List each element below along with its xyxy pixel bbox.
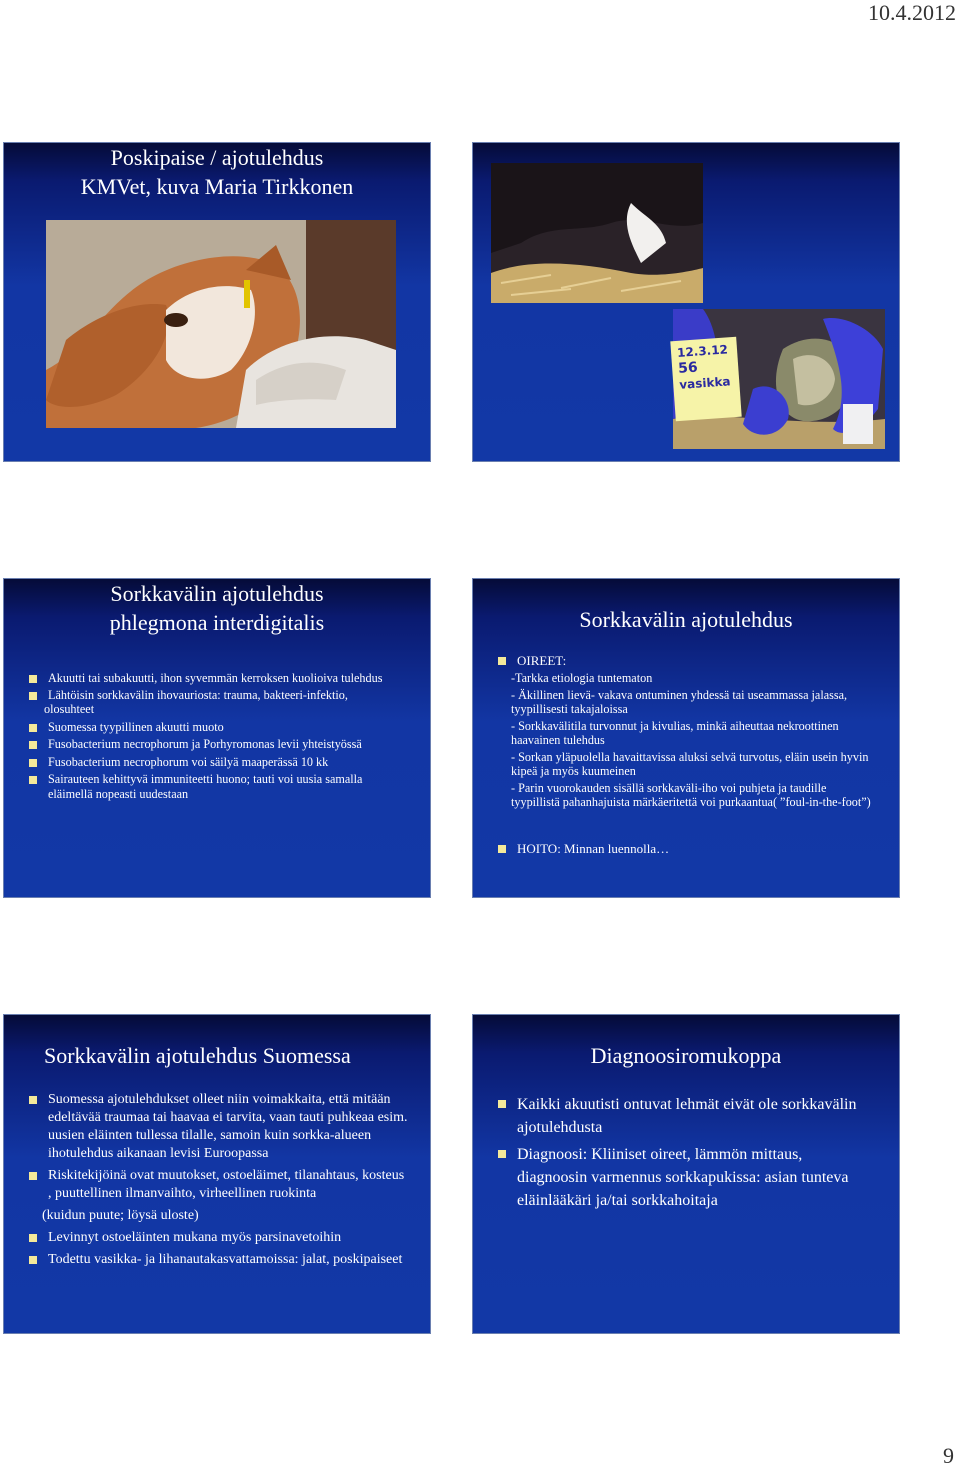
- list-item: Fusobacterium necrophorum ja Porhyromonas levii yhteistyössä: [26, 737, 396, 752]
- symptom-line: - Äkillinen lievä- vakava ontuminen yhdessä tai useammassa jalassa, tyypillisesti takajaloissa: [511, 688, 848, 716]
- hoito-list: [495, 841, 885, 856]
- page-date: 10.4.2012: [868, 0, 956, 25]
- list-item: Sairauteen kehittyvä immuniteetti huono; tauti voi uusia samalla eläimellä nopeasti uudestaan: [26, 772, 396, 801]
- calf-cheek-abscess-photo: [46, 220, 396, 428]
- list-item: Kaikki akuutisti ontuvat lehmät eivät ole sorkkavälin ajotulehdusta: [495, 1093, 865, 1139]
- slide-title: Diagnoosiromukoppa: [590, 1043, 782, 1068]
- list-item-continuation: olosuhteet: [44, 702, 95, 716]
- label-date: 12.3.12: [676, 342, 729, 360]
- slide-title: [4, 143, 430, 201]
- list-item: Levinnyt ostoeläinten mukana myös parsinavetoihin: [26, 1229, 410, 1247]
- page-number: 9: [943, 1443, 954, 1468]
- oireet-list: [495, 653, 885, 668]
- title-line-1: Sorkkavälin ajotulehdus: [110, 581, 324, 606]
- symptom-line: - Sorkan yläpuolella havaittavissa aluksi selvä turvotus, eläin usein hyvin kipeä ja myös kuumeinen: [511, 750, 869, 778]
- bullet-list: [495, 1093, 865, 1212]
- list-item: Todettu vasikka- ja lihanautakasvattamoissa: jalat, poskipaiseet: [26, 1251, 410, 1269]
- bullet-list: [26, 1091, 410, 1269]
- symptoms-text: [511, 671, 877, 809]
- bullet-list: [26, 671, 396, 801]
- symptom-line: -Tarkka etiologia tuntematon: [511, 671, 653, 685]
- slide-title: [4, 579, 430, 637]
- slide-diagnoosi: [472, 1014, 900, 1334]
- slide-phlegmona: [3, 578, 431, 898]
- list-item-continuation: (kuidun puute; löysä uloste): [42, 1208, 199, 1223]
- title-line-2: KMVet, kuva Maria Tirkkonen: [80, 174, 354, 199]
- slide-oireet: [472, 578, 900, 898]
- title-line-1: Poskipaise / ajotulehdus: [110, 145, 324, 170]
- slide-title: Sorkkavälin ajotulehdus Suomessa: [44, 1043, 351, 1068]
- label-number: 56: [677, 359, 699, 377]
- list-item: Lähtöisin sorkkavälin ihovauriosta: trauma, bakteeri-infektio,: [26, 688, 396, 703]
- list-item: Riskitekijöinä ovat muutokset, ostoeläimet, tilanahtaus, kosteus , puuttellinen ilmanvaihto, virheellinen ruokinta: [26, 1167, 410, 1203]
- list-item: Akuutti tai subakuutti, ihon syvemmän kerroksen kuolioiva tulehdus: [26, 671, 396, 686]
- list-item: Suomessa ajotulehdukset olleet niin voimakkaita, että mitään edeltävää traumaa tai haavaa ei tarvita, vaan tauti puhkeaa esim. uusien eläinten tullessa tilalle, samoin kuin sorkka-alueen ihotulehdus aikanaan levisi Euroopassa: [26, 1091, 410, 1163]
- slide-suomessa: [3, 1014, 431, 1334]
- title-line-2: phlegmona interdigitalis: [109, 610, 325, 635]
- slide-title: Sorkkavälin ajotulehdus: [579, 607, 793, 632]
- oireet-heading: OIREET:: [495, 653, 885, 668]
- symptom-line: - Sorkkavälitila turvonnut ja kivulias, minkä aiheuttaa nekroottinen haavainen tulehdus: [511, 719, 839, 747]
- label-animal: vasikka: [678, 374, 731, 392]
- sample-label-note: [670, 337, 741, 421]
- calf-body-photo: [491, 163, 703, 303]
- list-item: Suomessa tyypillinen akuutti muoto: [26, 720, 396, 735]
- slide-poskipaise: [3, 142, 431, 462]
- list-item: Fusobacterium necrophorum voi säilyä maaperässä 10 kk: [26, 755, 396, 770]
- list-item: Diagnoosi: Kliiniset oireet, lämmön mittaus, diagnoosin varmennus sorkkapukissa: asian tunteva eläinlääkäri ja/tai sorkkahoitaja: [495, 1143, 865, 1212]
- hoito-item: HOITO: Minnan luennolla…: [495, 841, 885, 856]
- slide-photos-calf: [472, 142, 900, 462]
- symptom-line: - Parin vuorokauden sisällä sorkkaväli-iho voi puhjeta ja taudille tyypillistä pahanhajuista märkäeritettä voi purkaantua( ”foul-in-the-foot”): [511, 781, 871, 809]
